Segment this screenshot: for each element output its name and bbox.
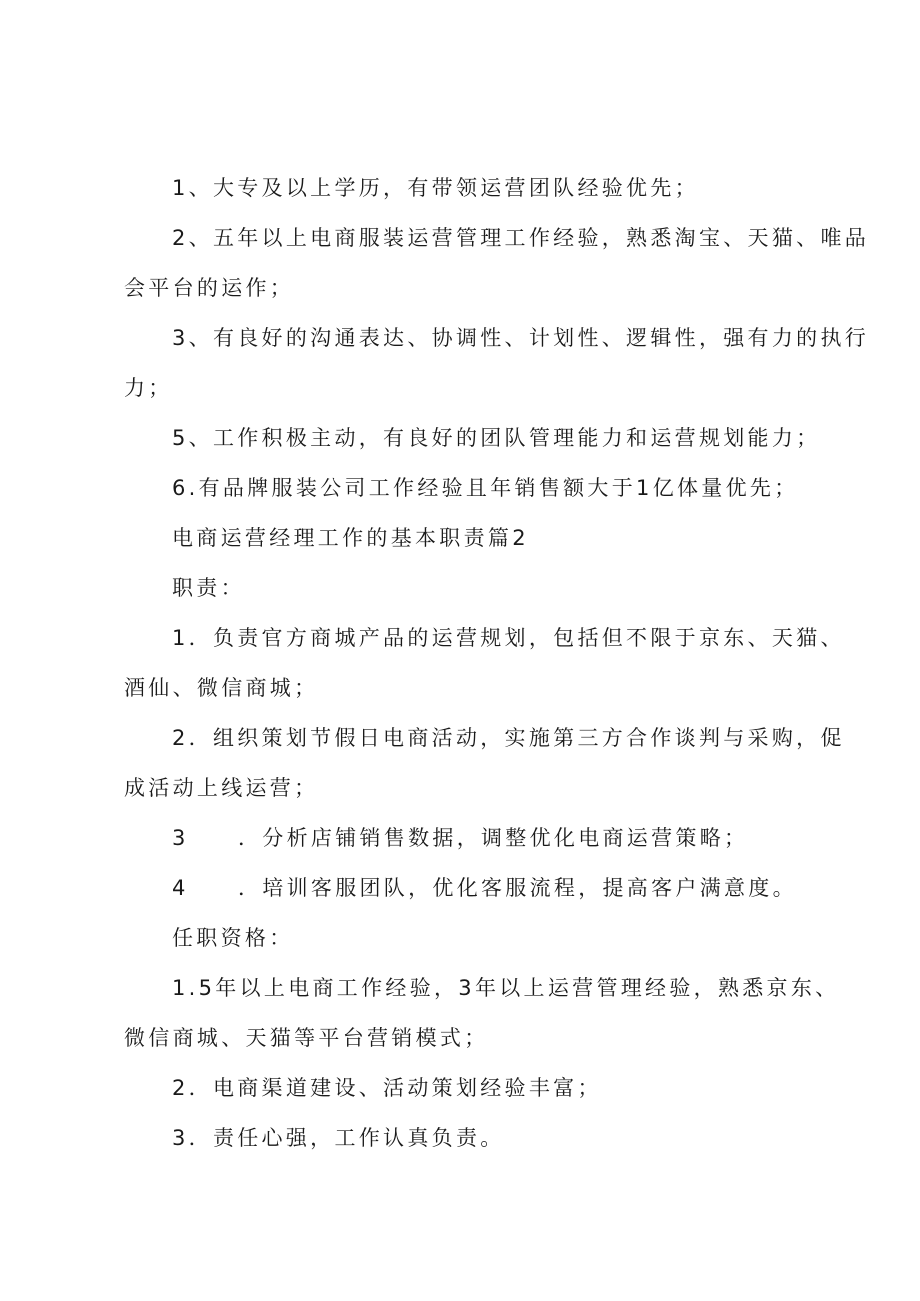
duty-line-1: 1．负责官方商城产品的运营规划，包括但不限于京东、天猫、: [172, 626, 845, 650]
qualification-line-1-cont: 微信商城、天猫等平台营销模式；: [124, 1026, 489, 1050]
qualification-line-3: 3．责任心强，工作认真负责。: [172, 1126, 505, 1150]
requirement-line-2-cont: 会平台的运作；: [124, 276, 295, 300]
qualification-line-2: 2．电商渠道建设、活动策划经验丰富；: [172, 1076, 602, 1100]
requirement-line-3: 3、有良好的沟通表达、协调性、计划性、逻辑性，强有力的执行: [172, 326, 870, 350]
qualification-line-1: 1.5年以上电商工作经验，3年以上运营管理经验，熟悉京东、: [172, 976, 840, 1000]
document-body: [124, 163, 870, 1163]
requirement-line-1: 1、大专及以上学历，有带领运营团队经验优先；: [172, 176, 699, 200]
requirement-line-3-cont: 力；: [124, 376, 173, 400]
duty-line-2: 2．组织策划节假日电商活动，实施第三方合作谈判与采购，促: [172, 726, 845, 750]
duty-line-4: [124, 863, 824, 913]
duty-line-2-cont: 成活动上线运营；: [124, 776, 319, 800]
duty-line-1-cont: 酒仙、微信商城；: [124, 676, 319, 700]
duties-label: 职责：: [172, 576, 245, 600]
requirement-line-5: 5、工作积极主动，有良好的团队管理能力和运营规划能力；: [172, 426, 821, 450]
duty-number-3: 3: [172, 826, 189, 850]
duty-text-4: ．培训客服团队，优化客服流程，提高客户满意度。: [238, 876, 797, 900]
requirement-line-6: 6.有品牌服装公司工作经验且年销售额大于1亿体量优先；: [172, 476, 799, 500]
duty-text-3: ．分析店铺销售数据，调整优化电商运营策略；: [238, 826, 749, 850]
requirement-line-2: 2、五年以上电商服装运营管理工作经验，熟悉淘宝、天猫、唯品: [172, 226, 870, 250]
qualifications-label: 任职资格：: [172, 926, 294, 950]
duty-number-4: 4: [172, 876, 189, 900]
duty-line-3: [124, 813, 824, 863]
section-heading: 电商运营经理工作的基本职责篇2: [172, 526, 529, 550]
